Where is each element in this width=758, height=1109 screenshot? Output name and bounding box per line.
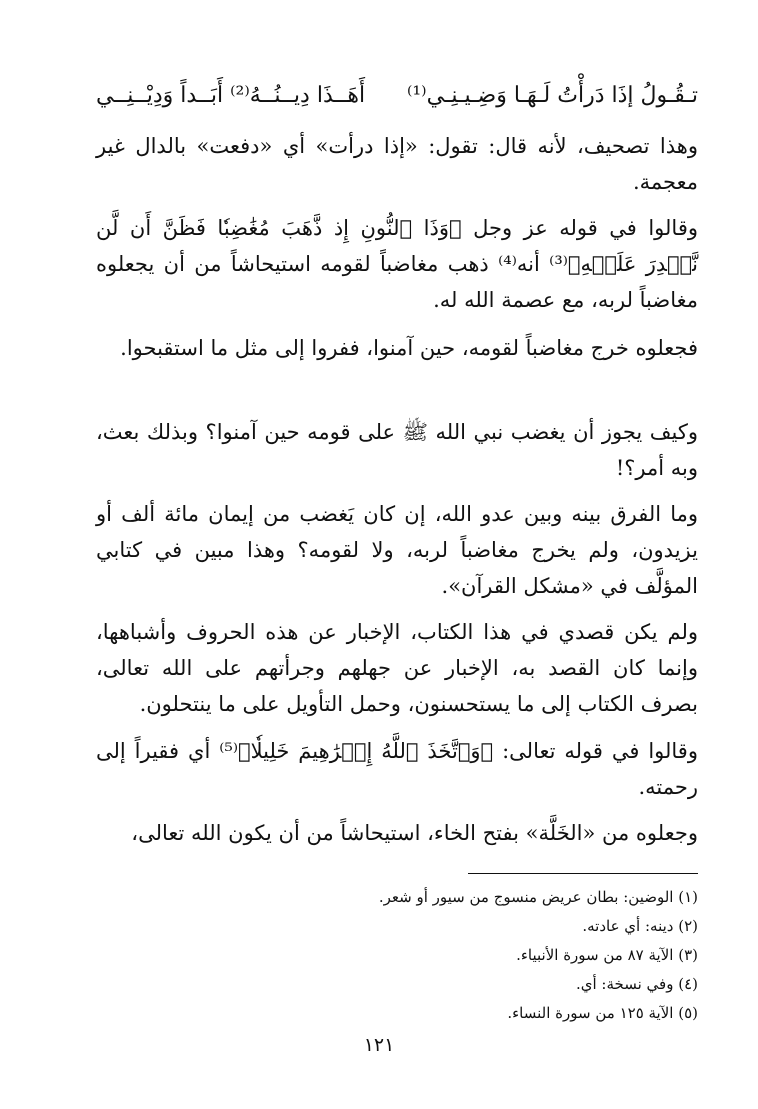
- footnotes-list: [96, 883, 698, 1028]
- paragraph-5: وما الفرق بينه وبين عدو الله، إن كان يَغضب من إيمان مائة ألف أو يزيدون، ولم يخرج مغاضباً لربه، ولا لقومه؟ وهذا مبين في كتابي المؤلَّف في «مشكل القرآن».: [96, 502, 698, 598]
- paragraph-6: ولم يكن قصدي في هذا الكتاب، الإخبار عن هذه الحروف وأشباهها، وإنما كان القصد به، الإخبار عن جهلهم وجرأتهم على الله تعالى، بصرف الكتاب إلى ما يستحسنون، وحمل التأويل على ما ينتحلون.: [96, 620, 698, 716]
- paragraph-4: وكيف يجوز أن يغضب نبي الله ﷺ على قومه حين آمنوا؟ وبذلك بعث، وبه أمر؟!: [96, 420, 698, 480]
- page-number: ١٢١: [363, 1034, 395, 1056]
- paragraph-2: وقالوا في قوله عز وجل ﴿وَذَا ٱلنُّونِ إِذ ذَّهَبَ مُغَٰضِبٗا فَظَنَّ أَن لَّن نَّقۡدِرَ عَلَيۡهِ﴾⁽³⁾ أنه⁽⁴⁾ ذهب مغاضباً لقومه استيحاشاً من أن يجعلوه مغاضباً لربه، مع عصمة الله له.: [96, 216, 699, 312]
- footnote-4: (٤) وفي نسخة: أي.: [575, 975, 698, 993]
- verse-first-hemistich: تـقُـولُ إذَا دَرأْتُ لَـهَـا وَضِـيـنِـي⁽¹⁾: [406, 83, 698, 108]
- paragraph-1: وهذا تصحيف، لأنه قال: تقول: «إذا درأت» أي «دفعت» بالدال غير معجمة.: [96, 134, 699, 194]
- footnote-5: (٥) الآية ١٢٥ من سورة النساء.: [507, 1004, 698, 1022]
- footnote-separator: [468, 873, 698, 874]
- paragraph-8: وجعلوه من «الخَلَّة» بفتح الخاء، استيحاشاً من أن يكون الله تعالى،: [131, 821, 698, 845]
- verse-second-hemistich: أَهَــذَا دِيــنُــهُ⁽²⁾ أَبَــداً وَدِيْــنِــي: [96, 83, 366, 108]
- paragraph-7: وقالوا في قوله تعالى: ﴿وَٱتَّخَذَ ٱللَّهُ إِبۡرَٰهِيمَ خَلِيلٗا﴾⁽⁵⁾ أي فقيراً إلى رحمته.: [96, 739, 698, 799]
- footnote-1: (١) الوضين: بطان عريض منسوج من سيور أو شعر.: [378, 888, 698, 906]
- poetry-verse: [96, 74, 698, 118]
- footnote-2: (٢) دينه: أي عادته.: [582, 917, 698, 935]
- footnote-3: (٣) الآية ٨٧ من سورة الأنبياء.: [516, 946, 698, 964]
- paragraph-3: فجعلوه خرج مغاضباً لقومه، حين آمنوا، ففروا إلى مثل ما استقبحوا.: [120, 336, 698, 360]
